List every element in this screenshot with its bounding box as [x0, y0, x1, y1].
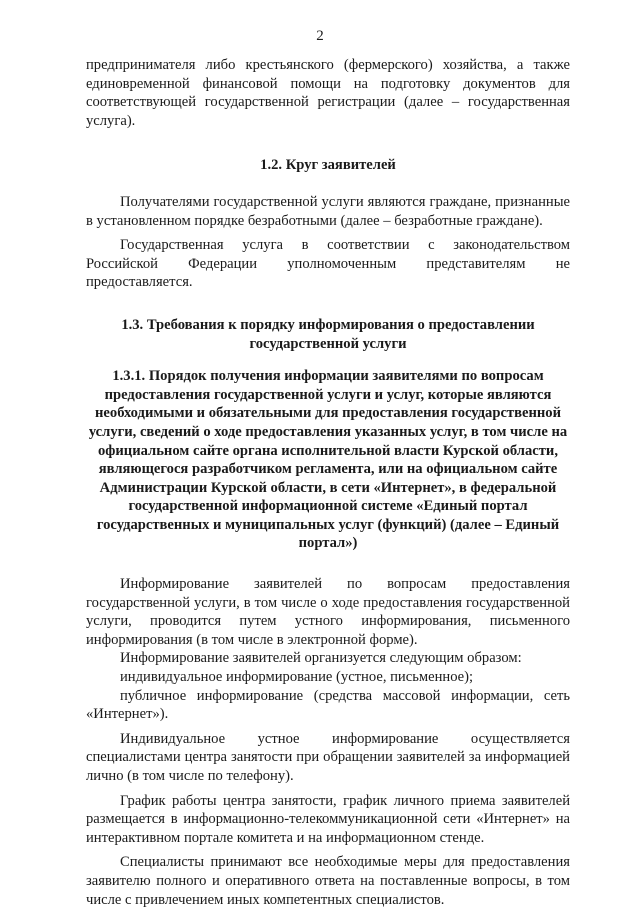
section-1-3-1-paragraph: индивидуальное информирование (устное, письменное);	[120, 669, 474, 686]
section-1-3-1-paragraph: Информирование заявителей организуется следующим образом:	[120, 650, 522, 667]
section-1-2-paragraph: Получателями государственной услуги являются граждане, признанные в установленном порядке безработными (далее – безработные граждане).	[86, 193, 570, 229]
section-1-3-1-paragraph: Специалисты принимают все необходимые меры для предоставления заявителю полного и оперативного ответа на поставленные вопросы, в том числе с привлечением иных компетентных специалистов.	[86, 854, 570, 908]
intro-paragraph: предпринимателя либо крестьянского (фермерского) хозяйства, а также единовременной финансовой помощи на подготовку документов для соответствующей государственной регистрации (далее – государственная услуга).	[86, 57, 570, 129]
section-1-3-1-paragraph: Информирование заявителей по вопросам предоставления государственной услуги, в том числе о ходе предоставления государственной услуги, проводится путем устного информирования, письменного информирования (в том числе в электронной форме).	[86, 576, 570, 648]
section-1-3-1-paragraph: График работы центра занятости, график личного приема заявителей размещается в информационно-телекоммуникационной сети «Интернет» на интерактивном портале комитета и на информационном стенде.	[86, 792, 570, 846]
page-content	[86, 56, 570, 909]
section-1-3-1-paragraph: Индивидуальное устное информирование осуществляется специалистами центра занятости при обращении заявителей за информацией лично (в том числе по телефону).	[86, 730, 570, 784]
section-1-2-paragraph: Государственная услуга в соответствии с законодательством Российской Федерации уполномоченным представителям не предоставляется.	[86, 237, 570, 291]
section-1-3-1-paragraph: публичное информирование (средства массовой информации, сеть «Интернет»).	[86, 687, 570, 723]
page-number: 2	[316, 28, 324, 44]
section-1-3-1-title: 1.3.1. Порядок получения информации заявителями по вопросам предоставления государственной услуги и услуг, которые являются необходимыми и обязательными для предоставления государственной услуги, сведений о ходе предоставления указанных услуг, в том числе на официальном сайте органа исполнительной власти Курской области, являющегося разработчиком регламента, или на официальном сайте Администрации Курской области, в сети «Интернет», в федеральной государственной информационной системе «Единый портал государственных и муниципальных услуг (функций) (далее – Единый портал»)	[88, 368, 568, 552]
section-1-2-title: 1.2. Круг заявителей	[260, 157, 396, 174]
section-1-3-title: 1.3. Требования к порядку информирования о предоставлении государственной услуги	[121, 316, 535, 352]
